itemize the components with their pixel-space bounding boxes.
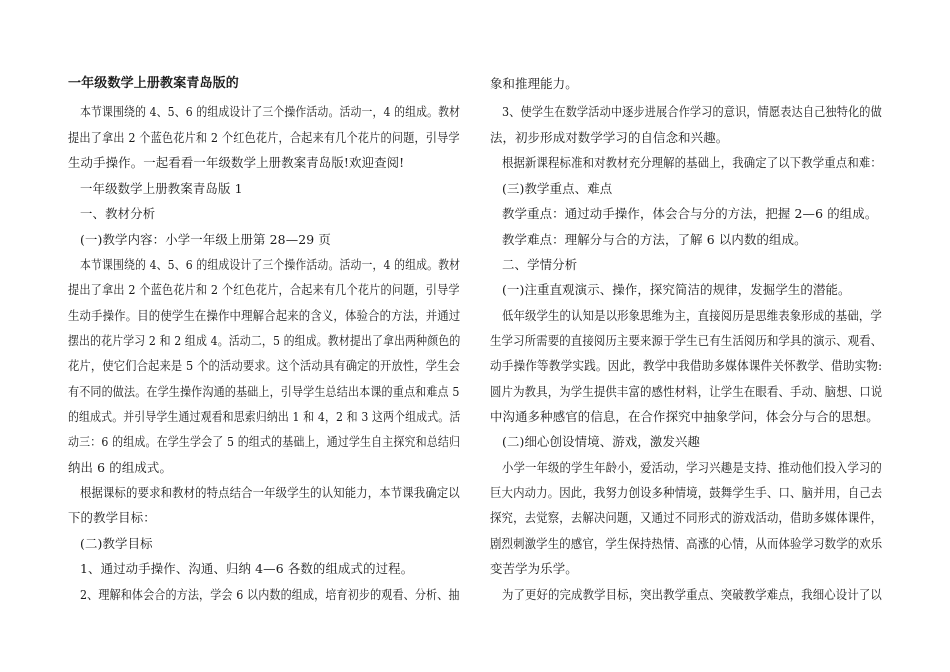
paragraph-line: 低年级学生的认知是以形象思维为主，直接阅历是思维表象形成的基础，学	[502, 308, 882, 323]
paragraph-line: 纳出 6 的组成式。	[68, 460, 172, 475]
paragraph-line: 摆出的花片学习 2 和 2 组成 4。活动二，5 的组成。教材提出了拿出两种颜色的	[68, 333, 461, 348]
paragraph-line: 提出了拿出 2 个蓝色花片和 2 个红色花片，合起来有几个花片的问题，引导学	[68, 130, 460, 145]
paragraph-line: 的组成式。并引导学生通过观看和思索归纳出 1 和 4，2 和 3 这两个组成式。活	[68, 409, 461, 424]
section-heading: (二)教学目标	[80, 536, 153, 551]
paragraph-line: 象和推理能力。	[490, 76, 578, 91]
paragraph-line: 花片，使它们合起来是 5 个的活动要求。这个活动具有确定的开放性，学生会	[68, 358, 461, 373]
paragraph-line: 教学难点：理解分与合的方法，了解 6 以内数的组成。	[502, 232, 807, 247]
paragraph-line: 为了更好的完成教学目标，突出教学重点、突破教学难点，我细心设计了以	[502, 587, 882, 602]
paragraph-line: 提出了拿出 2 个蓝色花片和 2 个红色花片，合起来有几个花片的问题，引导学	[68, 282, 460, 297]
section-heading: 二、学情分析	[502, 257, 578, 272]
section-heading: (一)注重直观演示、操作，探究简洁的规律，发掘学生的潜能。	[502, 282, 851, 297]
paragraph-line: 生学习所需要的直接阅历主要来源于学生已有生活阅历和学具的演示、观看、	[490, 333, 883, 348]
document-title: 一年级数学上册教案青岛版的	[68, 76, 239, 91]
paragraph-line: 本节课围绕的 4、5、6 的组成设计了三个操作活动。活动一，4 的组成。教材	[80, 104, 461, 119]
paragraph-line: 下的教学目标：	[68, 510, 156, 525]
paragraph-line: 变苦学为乐学。	[490, 561, 578, 576]
section-heading: (二)细心创设情境、游戏，激发兴趣	[502, 434, 701, 449]
paragraph-line: 生动手操作。目的使学生在操作中理解合起来的含义，体验合的方法，并通过	[68, 308, 461, 323]
paragraph-line: 根据课标的要求和教材的特点结合一年级学生的认知能力，本节课我确定以	[80, 485, 460, 500]
list-item: 2、理解和体会合的方法，学会 6 以内数的组成，培育初步的观看、分析、抽	[80, 587, 460, 602]
paragraph-line: 圆片为教具，为学生提供丰富的感性材料，让学生在眼看、手动、脑想、口说	[490, 384, 883, 399]
paragraph-line: 本节课围绕的 4、5、6 的组成设计了三个操作活动。活动一，4 的组成。教材	[80, 257, 461, 272]
paragraph-line: 剧烈刺激学生的感官，学生保持热情、高涨的心情，从而体验学习数学的欢乐	[490, 536, 883, 551]
section-heading: (三)教学重点、难点	[502, 181, 613, 196]
paragraph-line: 法，初步形成对数学学习的自信念和兴趣。	[490, 130, 729, 145]
section-heading: 一年级数学上册教案青岛版 1	[80, 181, 243, 196]
paragraph-line: 教学重点：通过动手操作，体会合与分的方法，把握 2—6 的组成。	[502, 206, 878, 221]
paragraph-line: 根据新课程标准和对教材充分理解的基础上，我确定了以下教学重点和难：	[502, 155, 882, 170]
paragraph-line: 小学一年级的学生年龄小，爱活动，学习兴趣是支持、推动他们投入学习的	[502, 460, 882, 475]
paragraph-line: 探究，去觉察，去解决问题，又通过不同形式的游戏活动，借助多媒体课件，	[490, 510, 883, 525]
section-heading: 一、教材分析	[80, 206, 156, 221]
list-item: 3、使学生在数学活动中逐步进展合作学习的意识，情愿表达自己独特化的做	[502, 104, 882, 119]
section-heading: (一)教学内容：小学一年级上册第 28—29 页	[80, 232, 331, 247]
paragraph-line: 动手操作等教学实践。因此，教学中我借助多媒体课件关怀教学、借助实物:	[490, 358, 883, 373]
paragraph-line: 巨大内动力。因此，我努力创设多种情境，鼓舞学生手、口、脑并用，自己去	[490, 485, 883, 500]
list-item: 1、通过动手操作、沟通、归纳 4—6 各数的组成式的过程。	[80, 561, 414, 576]
paragraph-line: 有不同的做法。在学生操作沟通的基础上，引导学生总结出本课的重点和难点 5	[68, 384, 460, 399]
paragraph-line: 动三：6 的组成。在学生学会了 5 的组式的基础上，通过学生自主探究和总结归	[68, 434, 461, 449]
paragraph-line: 生动手操作。一起看看一年级数学上册教案青岛版!欢迎查阅!	[68, 155, 405, 170]
paragraph-line: 中沟通多种感官的信息，在合作探究中抽象学问，体会分与合的思想。	[490, 409, 879, 424]
